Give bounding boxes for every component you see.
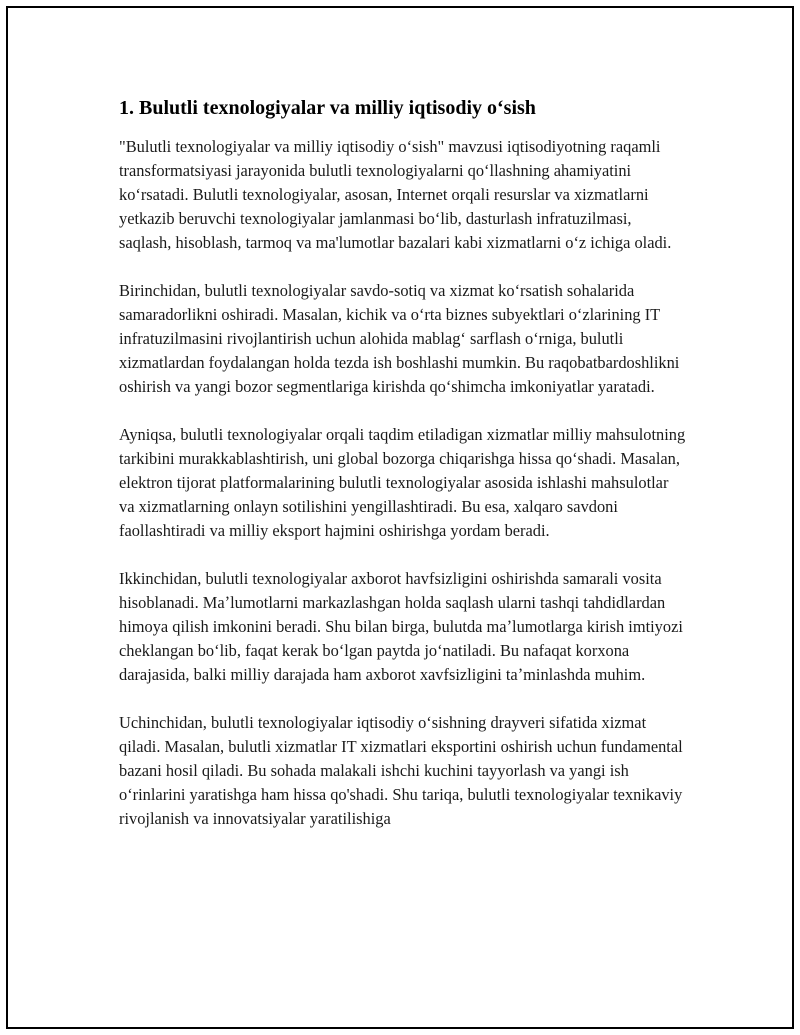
document-body <box>119 94 687 855</box>
paragraph-third-point: Uchinchidan, bulutli texnologiyalar iqtisodiy oʻsishning drayveri sifatida xizmat qiladi. Masalan, bulutli xizmatlar IT xizmatlari eksportini oshirish uchun fundamental bazani hosil qiladi. Bu sohada malakali ishchi kuchini tayyorlash va yangi ish oʻrinlarini yaratishga ham hissa qo'shadi. Shu tariqa, bulutli texnologiyalar texnikaviy rivojlanish va innovatsiyalar yaratilishiga <box>119 713 683 828</box>
document-page <box>6 6 794 1029</box>
paragraph-export: Ayniqsa, bulutli texnologiyalar orqali taqdim etiladigan xizmatlar milliy mahsulotning tarkibini murakkablashtirish, uni global bozorga chiqarishga hissa qoʻshadi. Masalan, elektron tijorat platformalarining bulutli texnologiyalar asosida ishlashi mahsulotlar va xizmatlarning onlayn sotilishini yengillashtiradi. Bu esa, xalqaro savdoni faollashtiradi va milliy eksport hajmini oshirishga yordam beradi. <box>119 425 686 540</box>
section-heading: 1. Bulutli texnologiyalar va milliy iqtisodiy oʻsish <box>119 97 536 119</box>
paragraph-first-point: Birinchidan, bulutli texnologiyalar savdo-sotiq va xizmat koʻrsatish sohalarida samaradorlikni oshiradi. Masalan, kichik va oʻrta biznes subyektlari oʻzlarining IT infratuzilmasini rivojlantirish uchun alohida mablagʻ sarflash oʻrniga, bulutli xizmatlardan foydalangan holda tezda ish boshlashi mumkin. Bu raqobatbardoshlikni oshirish va yangi bozor segmentlariga kirishda qoʻshimcha imkoniyatlar yaratadi. <box>119 281 680 396</box>
paragraph-second-point: Ikkinchidan, bulutli texnologiyalar axborot havfsizligini oshirishda samarali vosita hisoblanadi. Maʼlumotlarni markazlashgan holda saqlash ularni tashqi tahdidlardan himoya qilish imkonini beradi. Shu bilan birga, bulutda maʼlumotlarga kirish imtiyozi cheklangan boʻlib, faqat kerak boʻlgan paytda joʻnatiladi. Bu nafaqat korxona darajasida, balki milliy darajada ham axborot xavfsizligini taʼminlashda muhim. <box>119 569 683 684</box>
paragraph-intro: "Bulutli texnologiyalar va milliy iqtisodiy oʻsish" mavzusi iqtisodiyotning raqamli transformatsiyasi jarayonida bulutli texnologiyalarni qoʻllashning ahamiyatini koʻrsatadi. Bulutli texnologiyalar, asosan, Internet orqali resurslar va xizmatlarni yetkazib beruvchi texnologiyalar jamlanmasi boʻlib, dasturlash infratuzilmasi, saqlash, hisoblash, tarmoq va ma'lumotlar bazalari kabi xizmatlarni oʻz ichiga oladi. <box>119 137 672 252</box>
